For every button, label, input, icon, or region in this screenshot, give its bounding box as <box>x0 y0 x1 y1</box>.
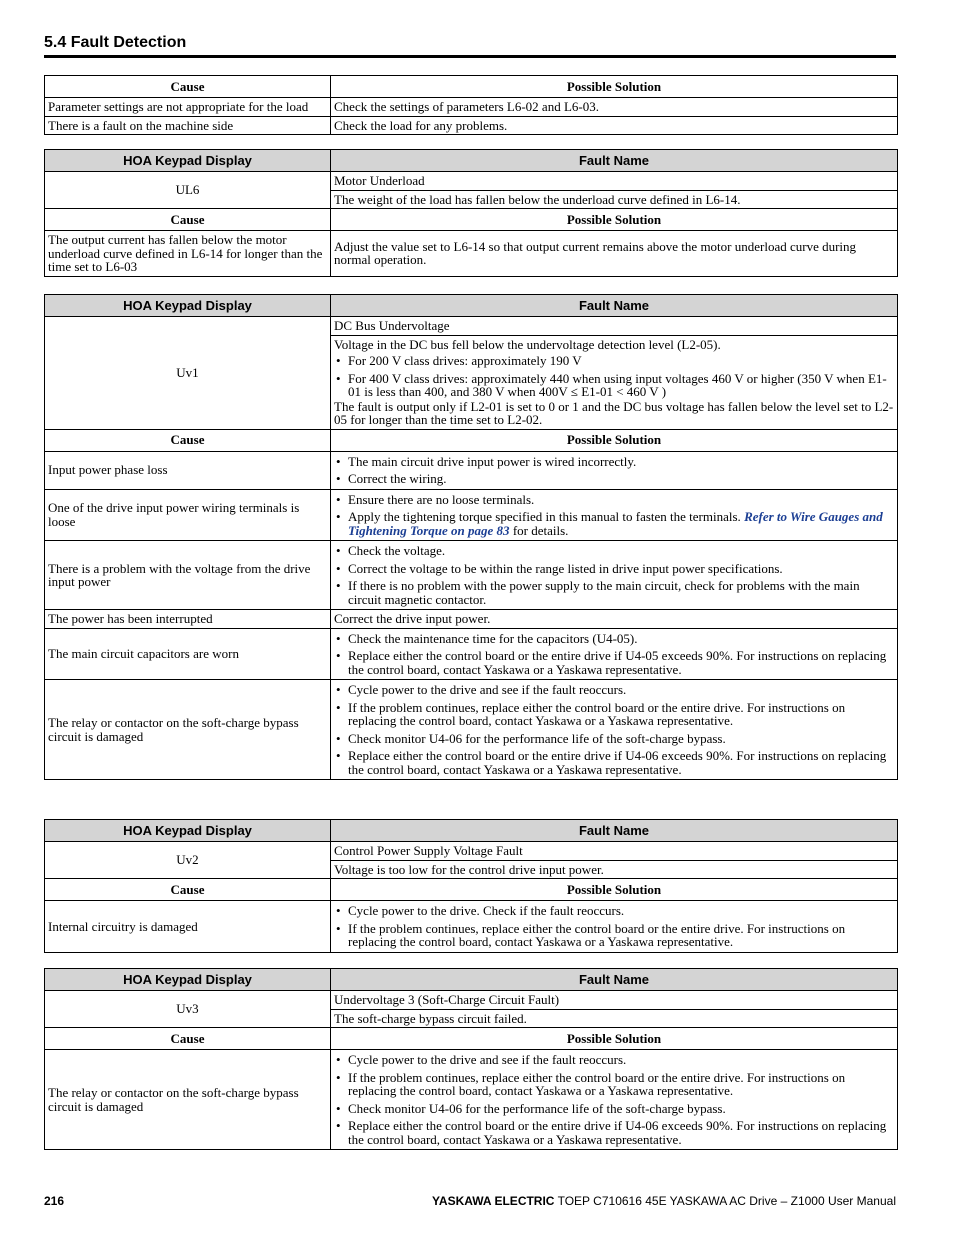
solution-header: Possible Solution <box>331 76 898 98</box>
list-item: • If there is no problem with the power supply to the main circuit, check for problems with the main circuit magnetic contactor. <box>334 579 894 606</box>
table-row <box>45 680 898 780</box>
fault-name: Control Power Supply Voltage Fault <box>331 842 898 861</box>
cause-header-row <box>45 429 898 451</box>
list-item: • Cycle power to the drive and see if the fault reoccurs. <box>334 1053 894 1067</box>
fault-name: Undervoltage 3 (Soft-Charge Circuit Fault) <box>331 991 898 1010</box>
solution-cell <box>331 628 898 680</box>
solution-header: Possible Solution <box>331 209 898 231</box>
hoa-keypad-display-header: HOA Keypad Display <box>45 969 331 991</box>
list-item: • Replace either the control board or the entire drive if U4-06 exceeds 90%. For instructions on replacing the control board, contact Yaskawa or a Yaskawa representative. <box>334 1119 894 1146</box>
description-note: The fault is output only if L2-01 is set to 0 or 1 and the DC bus voltage has fallen below the level set to L2-05 for longer than the time set to L2-02. <box>334 398 894 427</box>
uv2-fault-table <box>44 819 898 953</box>
cause-header-row <box>45 1028 898 1050</box>
list-item: • Correct the voltage to be within the range listed in drive input power specifications. <box>334 562 894 576</box>
table-row <box>45 451 898 489</box>
list-item: • Ensure there are no loose terminals. <box>334 493 894 507</box>
cause-header: Cause <box>45 1028 331 1050</box>
hoa-keypad-display-header: HOA Keypad Display <box>45 295 331 317</box>
hoa-header-row <box>45 820 898 842</box>
table-row <box>45 901 898 953</box>
fault-name-row <box>45 317 898 336</box>
hoa-header-row <box>45 969 898 991</box>
solution-header: Possible Solution <box>331 429 898 451</box>
fault-code: Uv2 <box>45 842 331 879</box>
fault-name-row <box>45 991 898 1010</box>
cause-cell: The relay or contactor on the soft-charge bypass circuit is damaged <box>45 680 331 780</box>
cause-cell: The power has been interrupted <box>45 610 331 629</box>
solution-header: Possible Solution <box>331 1028 898 1050</box>
solution-cell <box>331 489 898 541</box>
list-item: • Check monitor U4-06 for the performance life of the soft-charge bypass. <box>334 732 894 746</box>
cause-cell: There is a fault on the machine side <box>45 116 331 135</box>
fault-name: DC Bus Undervoltage <box>331 317 898 336</box>
page-number: 216 <box>44 1194 65 1208</box>
solution-cell <box>331 680 898 780</box>
solution-cell: Adjust the value set to L6-14 so that output current remains above the motor underload curve during normal operation. <box>331 231 898 277</box>
list-item: • If the problem continues, replace either the control board or the entire drive. For instructions on replacing the control board, contact Yaskawa or a Yaskawa representative. <box>334 1071 894 1098</box>
section-title: 5.4 Fault Detection <box>44 34 187 51</box>
solution-cell <box>331 901 898 953</box>
fault-description: The weight of the load has fallen below the underload curve defined in L6-14. <box>331 190 898 209</box>
cause-cell: Parameter settings are not appropriate for the load <box>45 98 331 117</box>
table-row <box>45 116 898 135</box>
fault-code: UL6 <box>45 172 331 209</box>
table-row <box>45 1050 898 1150</box>
solution-cell <box>331 451 898 489</box>
fault-name-row <box>45 172 898 191</box>
cause-header-row <box>45 879 898 901</box>
list-item: • For 400 V class drives: approximately 440 when using input voltages 460 V or higher (350 V when E1-01 is less than 400, and 380 V when 400V ≤ E1-01 < 460 V ) <box>334 372 894 399</box>
table-row <box>45 541 898 610</box>
cross-reference-link[interactable]: Refer to Wire Gauges and Tightening Torque on page 83 <box>348 509 883 538</box>
solution-cell <box>331 1050 898 1150</box>
list-item: • If the problem continues, replace either the control board or the entire drive. For instructions on replacing the control board, contact Yaskawa or a Yaskawa representative. <box>334 922 894 949</box>
ul6-fault-table <box>44 149 898 277</box>
fault-name-header: Fault Name <box>331 969 898 991</box>
table-row <box>45 489 898 541</box>
description-bullets <box>334 354 894 399</box>
manual-title: TOEP C710616 45E YASKAWA AC Drive – Z1000 User Manual <box>554 1194 896 1208</box>
brand-name: YASKAWA ELECTRIC <box>432 1194 555 1208</box>
description-intro: Voltage in the DC bus fell below the undervoltage detection level (L2-05). <box>334 336 721 352</box>
list-item <box>334 510 894 537</box>
fault-description: Voltage is too low for the control drive input power. <box>331 860 898 879</box>
cause-header: Cause <box>45 429 331 451</box>
cause-header: Cause <box>45 879 331 901</box>
fault-code: Uv3 <box>45 991 331 1028</box>
section-header <box>44 33 896 58</box>
hoa-header-row <box>45 295 898 317</box>
solution-cell <box>331 541 898 610</box>
bullet-text: Apply the tightening torque specified in this manual to fasten the terminals. <box>348 509 745 524</box>
fault-description <box>331 335 898 429</box>
list-item: • Check the maintenance time for the capacitors (U4-05). <box>334 632 894 646</box>
fault-name-row <box>45 842 898 861</box>
solution-cell: Check the load for any problems. <box>331 116 898 135</box>
cause-header: Cause <box>45 209 331 231</box>
cause-cell: The relay or contactor on the soft-charge bypass circuit is damaged <box>45 1050 331 1150</box>
hoa-keypad-display-header: HOA Keypad Display <box>45 820 331 842</box>
fault-name-header: Fault Name <box>331 150 898 172</box>
cause-cell: One of the drive input power wiring terminals is loose <box>45 489 331 541</box>
continued-cause-table <box>44 75 898 135</box>
fault-name: Motor Underload <box>331 172 898 191</box>
hoa-header-row <box>45 150 898 172</box>
list-item: • Check the voltage. <box>334 544 894 558</box>
list-item: • Correct the wiring. <box>334 472 894 486</box>
list-item: • Replace either the control board or the entire drive if U4-06 exceeds 90%. For instructions on replacing the control board, contact Yaskawa or a Yaskawa representative. <box>334 749 894 776</box>
hoa-keypad-display-header: HOA Keypad Display <box>45 150 331 172</box>
cause-header-row <box>45 209 898 231</box>
cause-cell: The main circuit capacitors are worn <box>45 628 331 680</box>
section-rule <box>44 55 896 58</box>
cause-cell: Input power phase loss <box>45 451 331 489</box>
list-item: • Cycle power to the drive and see if the fault reoccurs. <box>334 683 894 697</box>
cause-cell: The output current has fallen below the motor underload curve defined in L6-14 for longer than the time set to L6-03 <box>45 231 331 277</box>
fault-description: The soft-charge bypass circuit failed. <box>331 1009 898 1028</box>
cause-cell: Internal circuitry is damaged <box>45 901 331 953</box>
manual-reference <box>432 1193 896 1209</box>
fault-code: Uv1 <box>45 317 331 430</box>
list-item: • The main circuit drive input power is wired incorrectly. <box>334 455 894 469</box>
solution-cell: Check the settings of parameters L6-02 and L6-03. <box>331 98 898 117</box>
fault-name-header: Fault Name <box>331 295 898 317</box>
list-item: • Cycle power to the drive. Check if the fault reoccurs. <box>334 904 894 918</box>
bullet-text: for details. <box>509 522 569 538</box>
table-row <box>45 231 898 277</box>
fault-name-header: Fault Name <box>331 820 898 842</box>
solution-cell: Correct the drive input power. <box>331 610 898 629</box>
uv1-fault-table <box>44 294 898 780</box>
solution-header: Possible Solution <box>331 879 898 901</box>
list-item: • Replace either the control board or the entire drive if U4-05 exceeds 90%. For instructions on replacing the control board, contact Yaskawa or a Yaskawa representative. <box>334 649 894 676</box>
uv3-fault-table <box>44 968 898 1150</box>
cause-header-row <box>45 76 898 98</box>
table-row <box>45 610 898 629</box>
list-item: • For 200 V class drives: approximately 190 V <box>334 354 894 368</box>
list-item: • Check monitor U4-06 for the performance life of the soft-charge bypass. <box>334 1102 894 1116</box>
list-item: • If the problem continues, replace either the control board or the entire drive. For instructions on replacing the control board, contact Yaskawa or a Yaskawa representative. <box>334 701 894 728</box>
table-row <box>45 628 898 680</box>
cause-cell: There is a problem with the voltage from the drive input power <box>45 541 331 610</box>
cause-header: Cause <box>45 76 331 98</box>
table-row <box>45 98 898 117</box>
